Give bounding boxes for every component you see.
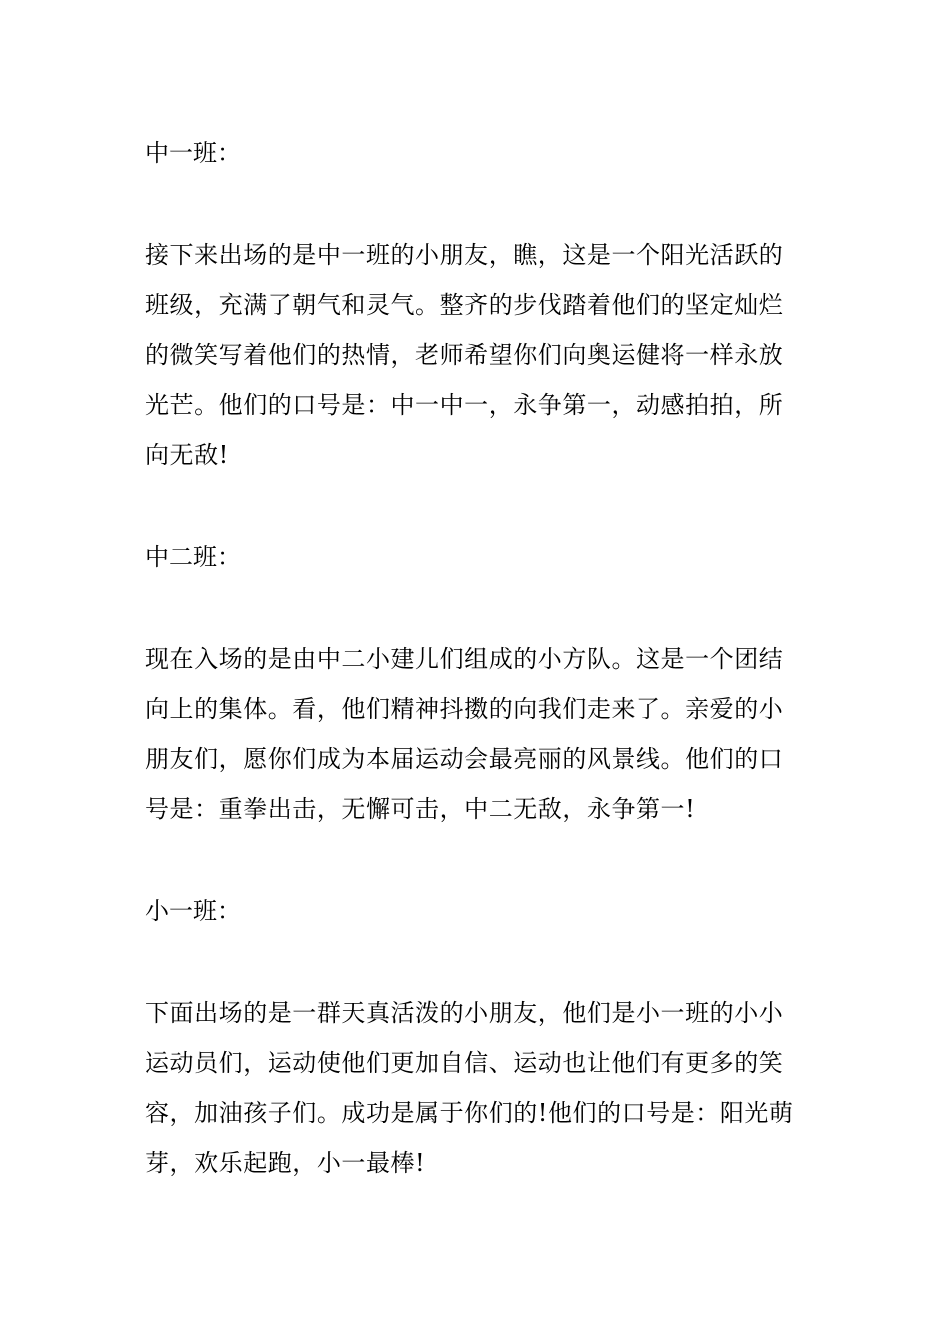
section-paragraph: 现在入场的是由中二小建儿们组成的小方队。这是一个团结向上的集体。看，他们精神抖擞的向我们走来了。亲爱的小朋友们，愿你们成为本届运动会最亮丽的风景线。他们的口号是：重拳出击，无懈可击，中二无敌，永争第一! [145,645,784,823]
section-middle-class-1 [145,128,807,532]
section-small-class-1 [145,886,807,1188]
section-heading: 中一班： [145,139,241,167]
section-paragraph: 接下来出场的是中一班的小朋友，瞧，这是一个阳光活跃的班级，充满了朝气和灵气。整齐的步伐踏着他们的坚定灿烂的微笑写着他们的热情，老师希望你们向奥运健将一样永放光芒。他们的口号是：中一中一，永争第一，动感拍拍，所向无敌! [145,241,784,469]
section-middle-class-2 [145,532,807,886]
section-paragraph: 下面出场的是一群天真活泼的小朋友，他们是小一班的小小运动员们，运动使他们更加自信、运动也让他们有更多的笑容，加油孩子们。成功是属于你们的!他们的口号是：阳光萌芽，欢乐起跑，小一最棒! [145,999,794,1177]
document-body [145,128,807,1188]
section-heading: 中二班： [145,543,241,571]
section-heading: 小一班： [145,897,241,925]
